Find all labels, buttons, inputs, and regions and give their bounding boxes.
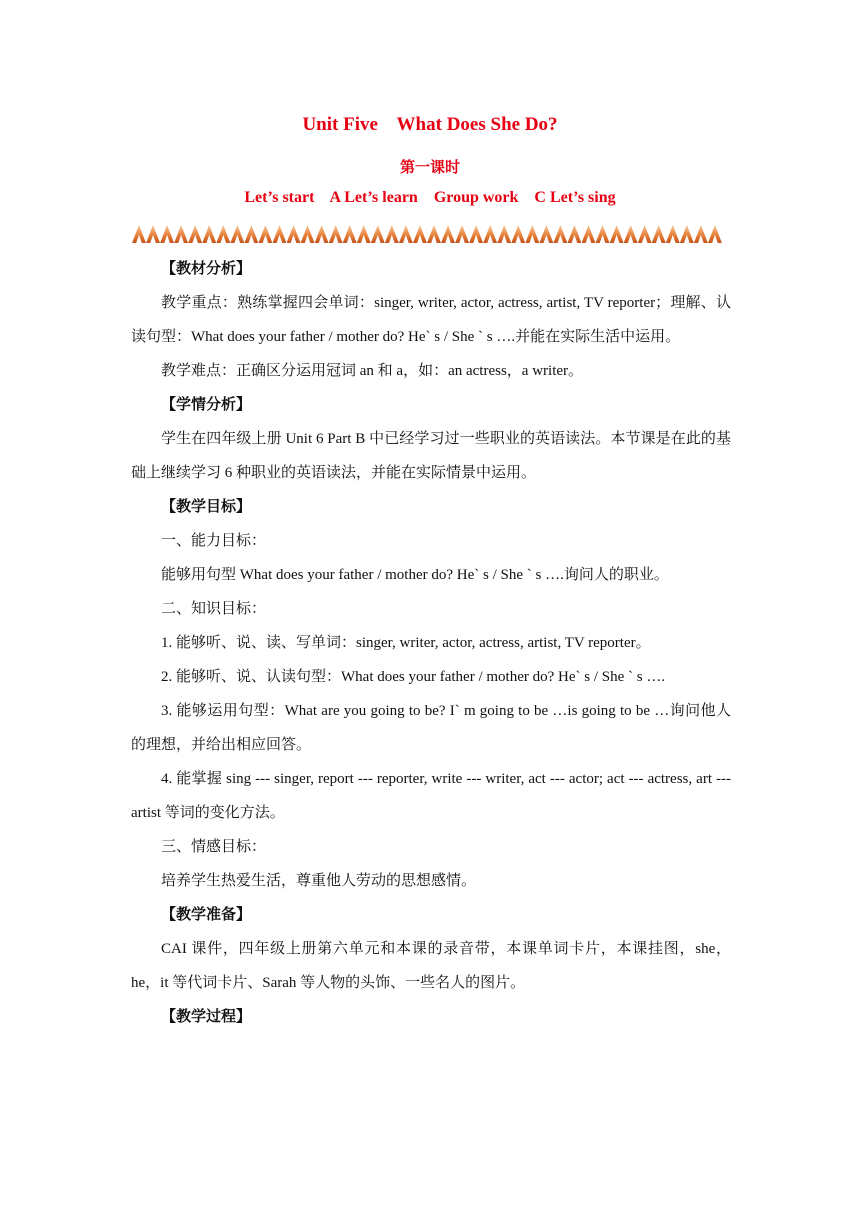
paragraph: 二、知识目标：	[161, 601, 267, 617]
flame-icon	[539, 225, 553, 243]
flame-icon	[441, 225, 455, 243]
flame-icon	[567, 225, 581, 243]
flame-icon	[511, 225, 525, 243]
section-heading: 【教学目标】	[161, 499, 252, 515]
flame-icon	[624, 225, 638, 243]
flame-icon	[272, 225, 286, 243]
flame-icon	[371, 225, 385, 243]
section-heading: 【教学过程】	[161, 1009, 252, 1025]
lesson-sections: Let’s start A Let’s learn Group work C Let’s sing	[244, 189, 616, 206]
flame-icon	[469, 225, 483, 243]
flame-icon	[596, 225, 610, 243]
flame-icon	[652, 225, 666, 243]
lesson-subtitle: 第一课时	[399, 160, 460, 176]
flame-icon	[230, 225, 244, 243]
decorative-border	[132, 225, 722, 245]
flame-icon	[146, 225, 160, 243]
flame-icon	[525, 225, 539, 243]
flame-icon	[132, 225, 146, 243]
paragraph: 3. 能够运用句型：What are you going to be? I` m going to be …is going to be …询问他人的理想，并给出相应回答。	[131, 703, 731, 753]
flame-icon	[497, 225, 511, 243]
flame-icon	[483, 225, 497, 243]
paragraph: 2. 能够听、说、认读句型：What does your father / mother do? He` s / She ` s ….	[161, 669, 666, 685]
document-title: Unit Five What Does She Do?	[302, 114, 558, 135]
flame-icon	[708, 225, 722, 243]
section-heading: 【教材分析】	[161, 261, 252, 277]
document-body	[131, 252, 731, 1034]
flame-icon	[610, 225, 624, 243]
flame-icon	[427, 225, 441, 243]
flame-icon	[202, 225, 216, 243]
flame-icon	[301, 225, 315, 243]
paragraph: 1. 能够听、说、读、写单词：singer, writer, actor, actress, artist, TV reporter。	[161, 635, 651, 651]
paragraph: 能够用句型 What does your father / mother do? He` s / She ` s ….询问人的职业。	[161, 567, 669, 583]
flame-icon	[174, 225, 188, 243]
flame-icon	[385, 225, 399, 243]
flame-icon	[188, 225, 202, 243]
flame-icon	[455, 225, 469, 243]
flame-icon	[160, 225, 174, 243]
flame-icon	[216, 225, 230, 243]
paragraph: 学生在四年级上册 Unit 6 Part B 中已经学习过一些职业的英语读法。本节课是在此的基础上继续学习 6 种职业的英语读法，并能在实际情景中运用。	[131, 431, 731, 481]
paragraph: 教学难点：正确区分运用冠词 an 和 a，如：an actress，a writer。	[161, 363, 584, 379]
flame-icon	[413, 225, 427, 243]
flame-icon	[343, 225, 357, 243]
flame-icon	[666, 225, 680, 243]
paragraph: 4. 能掌握 sing --- singer, report --- reporter, write --- writer, act --- actor; act --- actress, art --- artist 等词的变化方法。	[131, 771, 731, 821]
flame-icon	[638, 225, 652, 243]
flame-icon	[680, 225, 694, 243]
flame-icon	[694, 225, 708, 243]
flame-icon	[399, 225, 413, 243]
flame-icon	[553, 225, 567, 243]
flame-icon	[357, 225, 371, 243]
flame-icon	[258, 225, 272, 243]
flame-icon	[582, 225, 596, 243]
paragraph: CAI 课件，四年级上册第六单元和本课的录音带，本课单词卡片，本课挂图，she，he，it 等代词卡片、Sarah 等人物的头饰、一些名人的图片。	[131, 941, 731, 991]
flame-icon	[244, 225, 258, 243]
flame-icon	[315, 225, 329, 243]
paragraph: 培养学生热爱生活，尊重他人劳动的思想感情。	[161, 873, 477, 889]
flame-icon	[287, 225, 301, 243]
section-heading: 【学情分析】	[161, 397, 252, 413]
paragraph: 三、情感目标：	[161, 839, 267, 855]
flame-icon	[329, 225, 343, 243]
paragraph: 一、能力目标：	[161, 533, 267, 549]
section-heading: 【教学准备】	[161, 907, 252, 923]
paragraph: 教学重点：熟练掌握四会单词：singer, writer, actor, actress, artist, TV reporter；理解、认读句型：What does your father / mother do? He` s / She ` s ….并能在实际生活中运用。	[131, 295, 731, 345]
